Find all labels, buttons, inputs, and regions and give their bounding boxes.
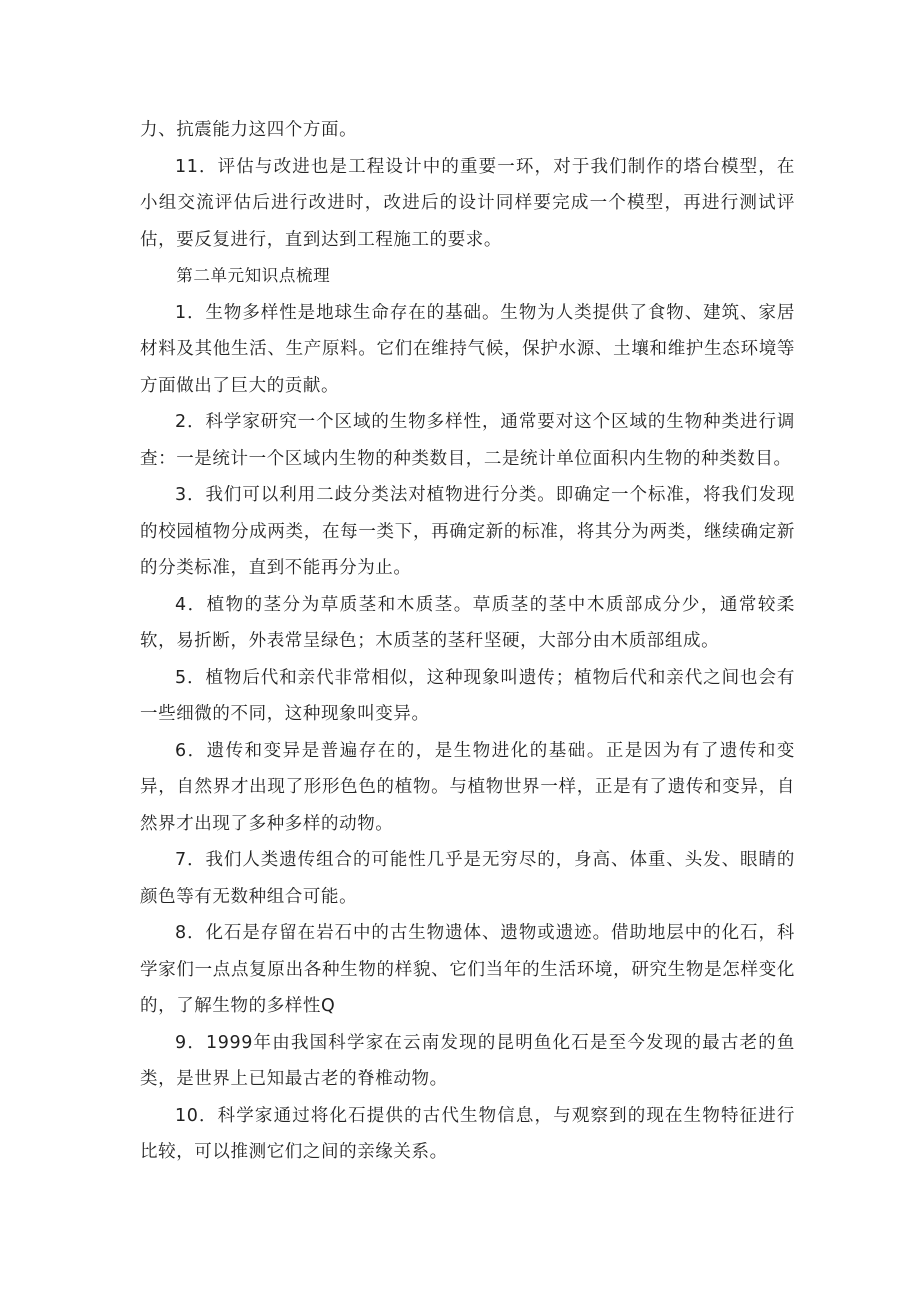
paragraph-item-2: 2．科学家研究一个区域的生物多样性，通常要对这个区域的生物种类进行调查：一是统计一个区域内生物的种类数目，二是统计单位面积内生物的种类数目。 — [140, 412, 795, 469]
paragraph-item-9: 9．1999年由我国科学家在云南发现的昆明鱼化石是至今发现的最古老的鱼类，是世界上已知最古老的脊椎动物。 — [140, 1032, 795, 1089]
paragraph-item-5: 5．植物后代和亲代非常相似，这种现象叫遗传；植物后代和亲代之间也会有一些细微的不同，这种现象叫变异。 — [140, 667, 795, 724]
paragraph-item-4: 4．植物的茎分为草质茎和木质茎。草质茎的茎中木质部成分少，通常较柔软，易折断，外表常呈绿色；木质茎的茎秆坚硬，大部分由木质部组成。 — [140, 594, 795, 651]
paragraph-item-11: 11．评估与改进也是工程设计中的重要一环，对于我们制作的塔台模型，在小组交流评估后进行改进时，改进后的设计同样要完成一个模型，再进行测试评估，要反复进行，直到达到工程施工的要求。 — [140, 156, 795, 250]
paragraph-item-8: 8．化石是存留在岩石中的古生物遗体、遗物或遗迹。借助地层中的化石，科学家们一点点复原出各种生物的样貌、它们当年的生活环境，研究生物是怎样变化的，了解生物的多样性Q — [140, 923, 795, 1016]
paragraph-item-7: 7．我们人类遗传组合的可能性几乎是无穷尽的，身高、体重、头发、眼睛的颜色等有无数种组合可能。 — [140, 850, 795, 907]
section-heading: 第二单元知识点梳理 — [176, 266, 331, 285]
paragraph-continuation: 力、抗震能力这四个方面。 — [140, 120, 358, 140]
paragraph-item-10: 10．科学家通过将化石提供的古代生物信息，与观察到的现在生物特征进行比较，可以推测它们之间的亲缘关系。 — [140, 1105, 795, 1162]
paragraph-item-3: 3．我们可以利用二歧分类法对植物进行分类。即确定一个标准，将我们发现的校园植物分成两类，在每一类下，再确定新的标准，将其分为两类，继续确定新的分类标准，直到不能再分为止。 — [140, 485, 795, 578]
document-body — [140, 112, 795, 1171]
paragraph-item-6: 6．遗传和变异是普遍存在的，是生物进化的基础。正是因为有了遗传和变异，自然界才出现了形形色色的植物。与植物世界一样，正是有了遗传和变异，自然界才出现了多种多样的动物。 — [140, 740, 795, 834]
paragraph-item-1: 1．生物多样性是地球生命存在的基础。生物为人类提供了食物、建筑、家居材料及其他生活、生产原料。它们在维持气候，保护水源、土壤和维护生态环境等方面做出了巨大的贡献。 — [140, 302, 795, 396]
